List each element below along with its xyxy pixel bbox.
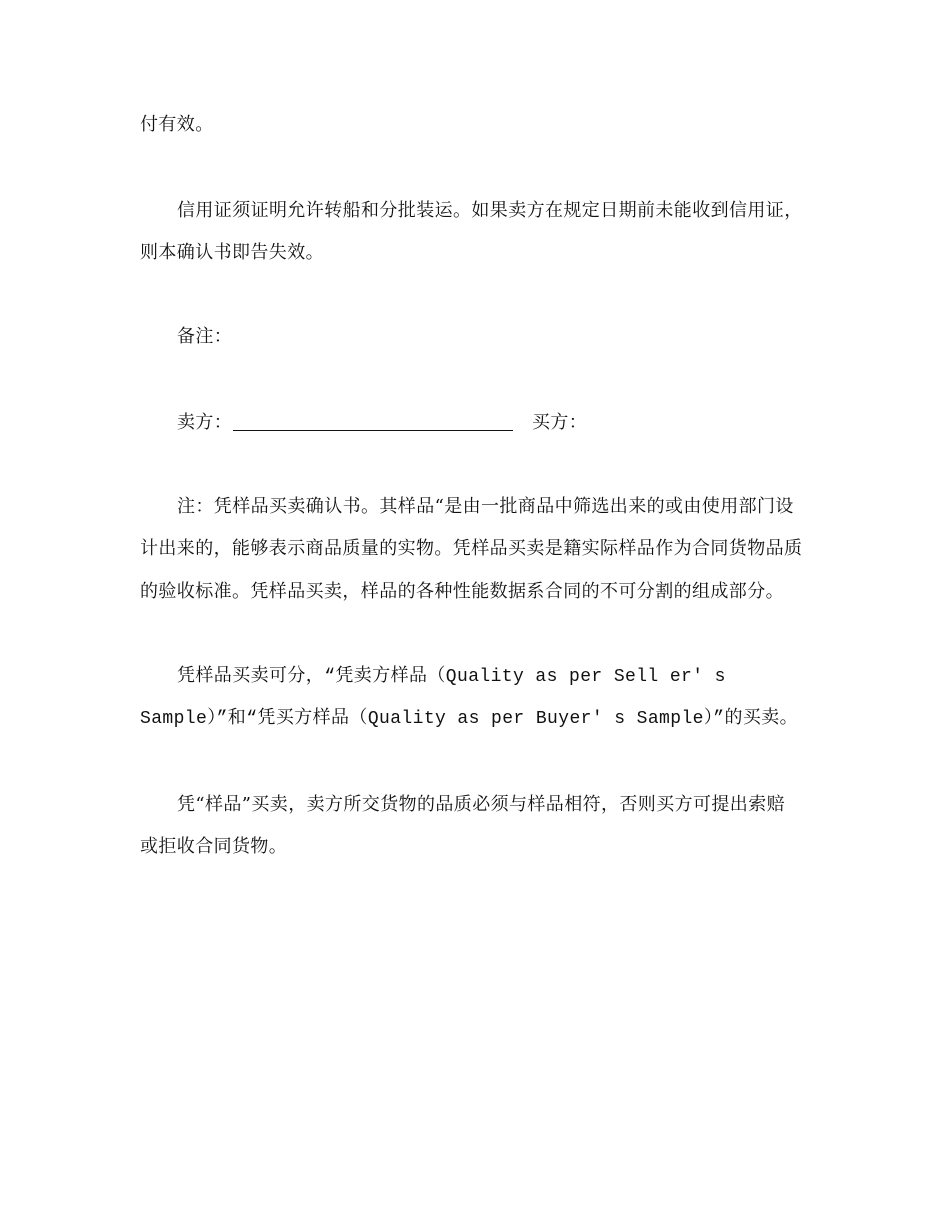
buyer-label: 买方： xyxy=(532,412,588,433)
paragraph-line: 则本确认书即告失效。 xyxy=(140,242,324,263)
paragraph-line: 或拒收合同货物。 xyxy=(140,836,288,857)
paragraph-line: 的验收标准。凭样品买卖，样品的各种性能数据系合同的不可分割的组成部分。 xyxy=(140,581,784,602)
paragraph-line: 信用证须证明允许转船和分批装运。如果卖方在规定日期前未能收到信用证， xyxy=(177,200,803,221)
paragraph-line: 凭样品买卖可分，“凭卖方样品（Quality as per Sell er′ s xyxy=(177,667,726,687)
paragraph-line: 计出来的，能够表示商品质量的实物。凭样品买卖是籍实际样品作为合同货物品质 xyxy=(140,538,803,559)
seller-label: 卖方： xyxy=(177,412,233,433)
seller-signature-line xyxy=(233,430,513,431)
paragraph-line: 付有效。 xyxy=(140,114,214,135)
paragraph-line: 注：凭样品买卖确认书。其样品“是由一批商品中筛选出来的或由使用部门设 xyxy=(177,496,794,517)
paragraph-line: Sample）”和“凭买方样品（Quality as per Buyer′ s Sample）”的买卖。 xyxy=(140,709,799,729)
remarks-label: 备注： xyxy=(177,326,233,347)
paragraph-line: 凭“样品”买卖，卖方所交货物的品质必须与样品相符，否则买方可提出索赔 xyxy=(177,794,786,815)
